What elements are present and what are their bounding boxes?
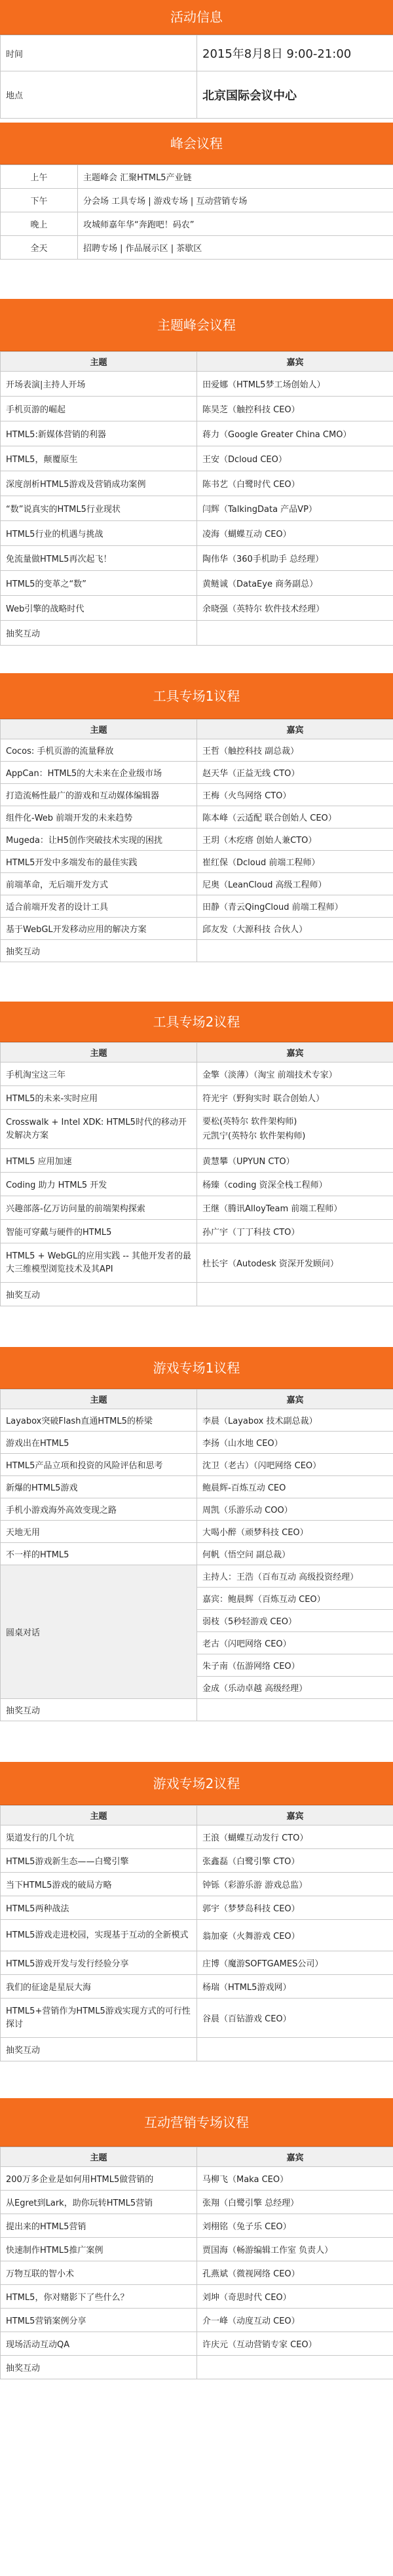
agenda-topic: HTML5+营销作为HTML5游戏实现方式的可行性探讨 [1,1999,197,2038]
panel-guest: 老古（闪吧网络 CEO） [197,1632,393,1654]
guest-header: 嘉宾 [197,720,393,739]
agenda-topic: Web引擎的战略时代 [1,596,197,621]
agenda-guest: 刘坤（奇思时代 CEO） [197,2285,393,2309]
agenda-guest: 李扬（山水地 CEO） [197,1432,393,1454]
guest-header: 嘉宾 [197,352,393,372]
agenda-guest: 王玥（木疙瘩 创始人兼CTO） [197,829,393,851]
topic-header: 主题 [1,1806,197,1825]
agenda-topic: HTML5的变革之“数” [1,571,197,596]
agenda-topic: Coding 助力 HTML5 开发 [1,1173,197,1196]
agenda-guest: 王浪（蝴蝶互动发行 CTO） [197,1825,393,1849]
agenda-guest: 蒋力（Google Greater China CMO） [197,421,393,446]
summit-slot: 上午 [1,165,78,189]
agenda-topic: 组件化-Web 前端开发的未来趋势 [1,806,197,829]
agenda-topic: Layabox突破Flash直通HTML5的桥梁 [1,1409,197,1432]
panel-guest: 弱枝（5秒轻游戏 CEO） [197,1610,393,1632]
agenda-topic: 手机小游戏海外高效变现之路 [1,1498,197,1521]
topic-header: 主题 [1,1390,197,1409]
agenda-topic: HTML5:新媒体营销的利器 [1,421,197,446]
games2-agenda-table [0,1805,393,2061]
topic-header: 主题 [1,720,197,739]
venue-value: 北京国际会议中心 [197,71,393,119]
agenda-guest: 许庆元（互动营销专家 CEO） [197,2332,393,2356]
agenda-topic: 适合前端开发者的设计工具 [1,895,197,918]
agenda-guest: 沈卫（老古）（闪吧网络 CEO） [197,1454,393,1476]
agenda-guest: 钟铄（彩游乐游 游戏总监） [197,1873,393,1896]
tools1-agenda-table [0,719,393,962]
panel-discussion-label: 圆桌对话 [1,1565,197,1699]
agenda-guest: 周凯（乐游乐动 COO） [197,1498,393,1521]
agenda-topic: 手机淘宝这三年 [1,1063,197,1086]
guest-header: 嘉宾 [197,1043,393,1063]
agenda-topic: “数”说真实的HTML5行业现状 [1,496,197,521]
agenda-topic: HTML5产品立项和投资的风险评估和思考 [1,1454,197,1476]
guest-header: 嘉宾 [197,1806,393,1825]
agenda-guest: 郭宇（梦梦岛科技 CEO） [197,1896,393,1920]
agenda-guest: 要松(英特尔 软件架构师) 元凯宁(英特尔 软件架构师) [197,1110,393,1149]
agenda-topic: Cocos: 手机页游的流量释放 [1,739,197,762]
agenda-guest: 孔燕斌（微视网络 CEO） [197,2261,393,2285]
agenda-topic: 从Egret到Lark，助你玩转HTML5营销 [1,2191,197,2214]
topic-header: 主题 [1,352,197,372]
agenda-guest: 大喝小醉（顽梦科技 CEO） [197,1521,393,1543]
agenda-topic: HTML5游戏开发与发行经验分享 [1,1951,197,1975]
agenda-topic: 打造流畅性最广的游戏和互动媒体编辑器 [1,784,197,806]
agenda-guest: 黄鲢诚（DataEye 商务副总） [197,571,393,596]
agenda-topic: HTML5的未来-实时应用 [1,1086,197,1110]
summit-item: 招聘专场 | 作品展示区 | 茶歇区 [78,236,393,260]
agenda-guest: 翁加豪（火舞游戏 CEO） [197,1920,393,1951]
topic-header: 主题 [1,1043,197,1063]
agenda-guest [197,1699,393,1721]
agenda-topic: 抽奖互动 [1,1283,197,1306]
agenda-topic: HTML5游戏新生态——白鹭引擎 [1,1849,197,1873]
agenda-guest: 杜长宇（Autodesk 资深开发顾问） [197,1243,393,1283]
agenda-guest: 李晨（Layabox 技术副总裁） [197,1409,393,1432]
guest-header: 嘉宾 [197,2147,393,2167]
agenda-topic: 渠道发行的几个坑 [1,1825,197,1849]
guest-header: 嘉宾 [197,1390,393,1409]
agenda-topic: HTML5 + WebGL的应用实践 -- 其他开发者的最大三维模型浏览技术及其API [1,1243,197,1283]
agenda-guest: 何帆（悟空问 副总裁） [197,1543,393,1565]
agenda-topic: 抽奖互动 [1,2038,197,2061]
time-value: 2015年8月8日 9:00-21:00 [197,35,393,71]
agenda-topic: 快速制作HTML5推广案例 [1,2238,197,2261]
agenda-topic: HTML5营销案例分享 [1,2309,197,2332]
agenda-topic: Mugeda：让H5创作突破技术实现的困扰 [1,829,197,851]
agenda-guest: 杨臻（coding 资深全栈工程师） [197,1173,393,1196]
agenda-topic: HTML5 应用加速 [1,1149,197,1173]
agenda-topic: 手机页游的崛起 [1,397,197,421]
agenda-topic: HTML5游戏走进校园，实现基于互动的全新模式 [1,1920,197,1951]
agenda-guest: 王安（Dcloud CEO） [197,446,393,471]
panel-guest: 主持人：王浩（百布互动 高级投资经理） [197,1565,393,1588]
agenda-topic: 基于WebGL开发移动应用的解决方案 [1,918,197,940]
agenda-topic: 抽奖互动 [1,1699,197,1721]
panel-guest: 嘉宾：鲍晨辉（百炼互动 CEO） [197,1588,393,1610]
agenda-guest: 余晓强（英特尔 软件技术经理） [197,596,393,621]
agenda-topic: 当下HTML5游戏的破局方略 [1,1873,197,1896]
agenda-topic: AppCan：HTML5的大未来在企业级市场 [1,762,197,784]
agenda-topic: 不一样的HTML5 [1,1543,197,1565]
agenda-guest: 谷晨（百钻游戏 CEO） [197,1999,393,2038]
keynote-agenda-table [0,351,393,646]
summit-slot: 下午 [1,189,78,212]
agenda-topic: 万物互联的智小术 [1,2261,197,2285]
summit-item: 攻城师嘉年华“奔跑吧！码农” [78,212,393,236]
agenda-guest: 王梅（火鸟网络 CTO） [197,784,393,806]
agenda-guest [197,621,393,646]
summit-agenda-banner: 峰会议程 [0,123,393,165]
agenda-topic: 智能可穿戴与硬件的HTML5 [1,1220,197,1243]
summit-slot: 晚上 [1,212,78,236]
agenda-guest [197,2038,393,2061]
agenda-topic: 深度剖析HTML5游戏及营销成功案例 [1,471,197,496]
agenda-guest: 陈书艺（白鹭时代 CEO） [197,471,393,496]
tools2-agenda-banner: 工具专场2议程 [0,1002,393,1042]
agenda-guest: 王继（腾讯AlloyTeam 前端工程师） [197,1196,393,1220]
games1-agenda-table [0,1389,393,1721]
agenda-topic: HTML5开发中多端发布的最佳实践 [1,851,197,873]
agenda-topic: 我们的征途是星辰大海 [1,1975,197,1999]
agenda-topic: HTML5行业的机遇与挑战 [1,521,197,546]
agenda-guest: 黄慧攀（UPYUN CTO） [197,1149,393,1173]
agenda-topic: 开场表演|主持人开场 [1,372,197,397]
panel-guest: 金成（乐动卓越 高级经理） [197,1677,393,1699]
agenda-guest [197,940,393,962]
summit-slot: 全天 [1,236,78,260]
agenda-topic: 200万多企业是如何用HTML5做营销的 [1,2167,197,2191]
games1-agenda-banner: 游戏专场1议程 [0,1347,393,1389]
agenda-topic: 前端革命，无后端开发方式 [1,873,197,895]
agenda-guest: 张鑫磊（白鹭引擎 CTO） [197,1849,393,1873]
agenda-topic: Crosswalk + Intel XDK: HTML5时代的移动开发解决方案 [1,1110,197,1149]
agenda-guest: 田静（青云QingCloud 前端工程师） [197,895,393,918]
activity-info-banner: 活动信息 [0,0,393,35]
agenda-topic: 免流量做HTML5再次起飞！ [1,546,197,571]
marketing-agenda-table [0,2147,393,2379]
agenda-guest: 凌海（蝴蝶互动 CEO） [197,521,393,546]
agenda-topic: 抽奖互动 [1,621,197,646]
agenda-topic: 兴趣部落-亿万访问量的前端架构探索 [1,1196,197,1220]
agenda-guest: 马柳飞（Maka CEO） [197,2167,393,2191]
agenda-topic: 抽奖互动 [1,2356,197,2379]
agenda-guest [197,2356,393,2379]
agenda-guest: 贾国海（畅游编辑工作室 负责人） [197,2238,393,2261]
panel-guest: 朱子南（伍游网络 CEO） [197,1654,393,1677]
summit-agenda-table [0,165,393,260]
agenda-guest: 闫辉（TalkingData 产品VP） [197,496,393,521]
agenda-topic: 游戏出在HTML5 [1,1432,197,1454]
agenda-topic: HTML5，你对赌影下了些什么？ [1,2285,197,2309]
agenda-guest: 杨瑞（HTML5游戏网） [197,1975,393,1999]
agenda-guest [197,1283,393,1306]
marketing-agenda-banner: 互动营销专场议程 [0,2098,393,2147]
agenda-topic: 提出来的HTML5营销 [1,2214,197,2238]
agenda-guest: 王哲（触控科技 副总裁） [197,739,393,762]
activity-info-table [0,35,393,119]
venue-label: 地点 [1,71,197,119]
agenda-guest: 介一峰（动度互动 CEO） [197,2309,393,2332]
agenda-topic: HTML5，颠覆原生 [1,446,197,471]
topic-header: 主题 [1,2147,197,2167]
tools2-agenda-table [0,1042,393,1306]
agenda-guest: 田爱娜（HTML5梦工场创始人） [197,372,393,397]
agenda-guest: 邱友发（大源科技 合伙人） [197,918,393,940]
agenda-guest: 刘栩铭（兔子乐 CEO） [197,2214,393,2238]
agenda-topic: HTML5两种战法 [1,1896,197,1920]
summit-item: 主题峰会 汇聚HTML5产业链 [78,165,393,189]
tools1-agenda-banner: 工具专场1议程 [0,673,393,719]
agenda-guest: 孙广宇（丁丁科技 CTO） [197,1220,393,1243]
agenda-guest: 符光宇（野狗实时 联合创始人） [197,1086,393,1110]
agenda-topic: 现场活动互动QA [1,2332,197,2356]
agenda-guest: 庄博（魔游SOFTGAMES公司） [197,1951,393,1975]
agenda-guest: 金擎（淡薄）（淘宝 前端技术专家） [197,1063,393,1086]
agenda-topic: 天地无用 [1,1521,197,1543]
agenda-topic: 抽奖互动 [1,940,197,962]
agenda-guest: 陈本峰（云适配 联合创始人 CEO） [197,806,393,829]
time-label: 时间 [1,35,197,71]
games2-agenda-banner: 游戏专场2议程 [0,1762,393,1805]
agenda-topic: 新爆的HTML5游戏 [1,1476,197,1498]
agenda-guest: 尼奥（LeanCloud 高级工程师） [197,873,393,895]
agenda-guest: 鲍晨辉-百炼互动 CEO [197,1476,393,1498]
agenda-guest: 张翔（白鹭引擎 总经理） [197,2191,393,2214]
agenda-guest: 崔红保（Dcloud 前端工程师） [197,851,393,873]
summit-item: 分会场 工具专场 | 游戏专场 | 互动营销专场 [78,189,393,212]
keynote-agenda-banner: 主题峰会议程 [0,299,393,351]
agenda-guest: 赵天华（正益无线 CTO） [197,762,393,784]
agenda-guest: 陈昊芝（触控科技 CEO） [197,397,393,421]
agenda-guest: 陶伟华（360手机助手 总经理） [197,546,393,571]
